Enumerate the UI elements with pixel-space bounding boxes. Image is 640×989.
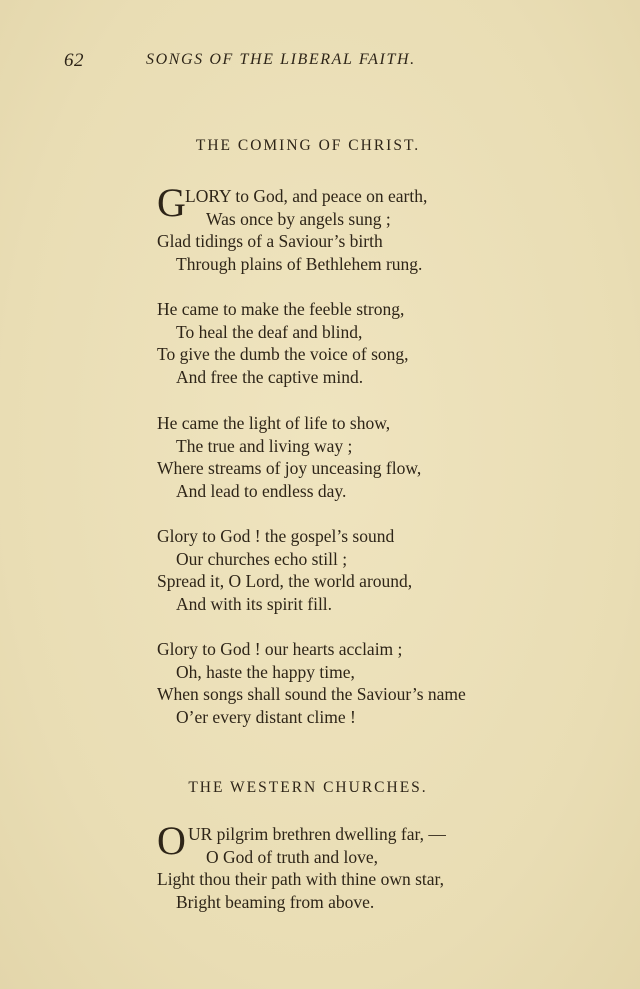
verse-line-text: UR pilgrim brethren dwelling far, — [188,824,446,844]
verse-line: Light thou their path with thine own star, [157,869,445,889]
stanza [157,180,597,275]
verse-line: Bright beaming from above. [176,891,375,912]
verse-line: Where streams of joy unceasing flow, [157,458,422,478]
verse-line: The true and living way ; [176,435,353,456]
stanza [157,525,597,615]
verse-line: Spread it, O Lord, the world around, [157,571,413,591]
stanza [157,638,597,728]
verse-line: O God of truth and love, [206,846,379,867]
verse-line: When songs shall sound the Saviour’s name [157,684,466,704]
verse-line: Glory to God ! our hearts acclaim ; [157,639,403,659]
verse-line: And with its spirit fill. [176,593,333,614]
stanza [157,818,597,913]
verse-line: To give the dumb the voice of song, [157,344,409,364]
verse-line: And free the captive mind. [176,366,364,387]
stanza [157,412,597,502]
verse-line: Through plains of Bethlehem rung. [176,253,423,274]
poem-title-coming-of-christ: THE COMING OF CHRIST. [195,137,421,154]
verse-line: Oh, haste the happy time, [176,661,355,682]
verse-line: Was once by angels sung ; [206,208,391,229]
verse-line: Glory to God ! the gospel’s sound [157,526,395,546]
drop-cap: O [157,818,186,863]
running-title: SONGS OF THE LIBERAL FAITH. [146,51,416,68]
poem-title-western-churches: THE WESTERN CHURCHES. [188,779,428,796]
verse-line: O’er every distant clime ! [176,706,356,727]
verse-line: Our churches echo still ; [176,548,348,569]
drop-cap: G [157,180,186,225]
running-header [0,50,640,74]
verse-line: To heal the deaf and blind, [176,321,363,342]
verse-line: He came to make the feeble strong, [157,299,405,319]
verse-line: He came the light of life to show, [157,413,391,433]
verse-line-text: LORY to God, and peace on earth, [185,186,428,206]
verse-line: Glad tidings of a Saviour’s birth [157,231,383,251]
page-number: 62 [64,50,84,71]
verse-line: And lead to endless day. [176,480,347,501]
stanza [157,298,597,388]
